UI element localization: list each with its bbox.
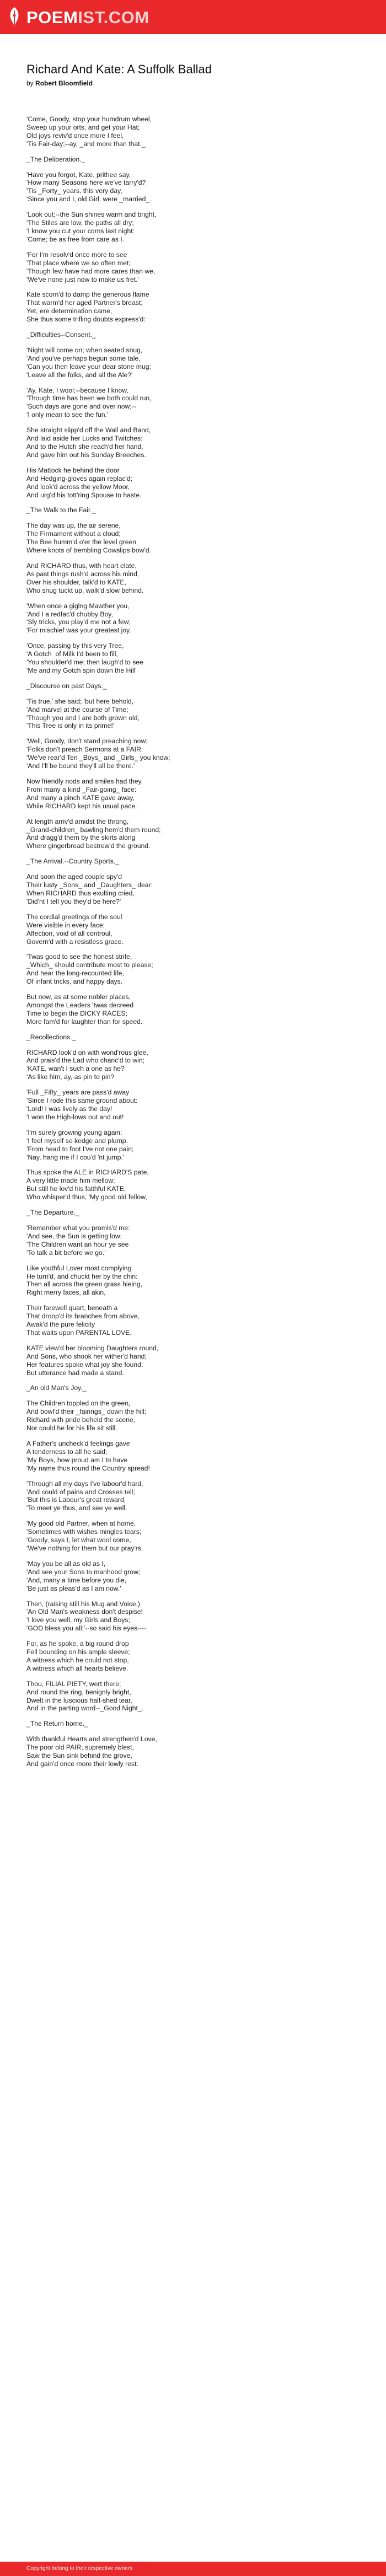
stanza bbox=[26, 1680, 357, 1713]
poem-line: Yet, ere determination came, bbox=[26, 307, 112, 315]
poem-line: 'And see, the Sun is getting low; bbox=[26, 1232, 122, 1240]
poem-line: Affection, void of all controul, bbox=[26, 929, 112, 937]
poem-line: A Father's uncheck'd feelings gave bbox=[26, 1440, 130, 1447]
poem-line: 'Though time has been we both could run, bbox=[26, 394, 152, 402]
poem-line: And gain'd once more their lowly rest. bbox=[26, 1760, 138, 1768]
stanza bbox=[26, 251, 357, 284]
poem-line: Amongst the Leaders 'twas decreed bbox=[26, 1001, 134, 1009]
poem-line: And round the ring, benignly bright, bbox=[26, 1688, 131, 1696]
stanza bbox=[26, 1384, 357, 1392]
poem-line: 'KATE, wan't I such a one as he? bbox=[26, 1065, 125, 1073]
stanza bbox=[26, 1720, 357, 1728]
stanza bbox=[26, 737, 357, 770]
poem-line: The poor old PAIR, supremely blest, bbox=[26, 1743, 134, 1752]
poem-line: 'And could of pains and Crosses tell; bbox=[26, 1488, 135, 1496]
stanza bbox=[26, 953, 357, 986]
stanza bbox=[26, 1264, 357, 1297]
poem-line: Who whisper'd thus, 'My good old fellow, bbox=[26, 1193, 147, 1201]
poem-line: He turn'd, and chuckt her by the chin: bbox=[26, 1272, 138, 1280]
poem-line: _The Deliberation._ bbox=[26, 155, 85, 163]
poem-line: 'When once a giglng Mawther you, bbox=[26, 602, 130, 610]
poem-line: She straight slipp'd off the Wall and Band, bbox=[26, 426, 151, 434]
site-logo[interactable] bbox=[7, 4, 149, 30]
stanza bbox=[26, 1344, 357, 1377]
stanza bbox=[26, 291, 357, 324]
poem-line: 'How many Seasons here we've tarry'd? bbox=[26, 179, 146, 187]
byline bbox=[26, 78, 357, 88]
poem-line: And look'd across the yellow Moor, bbox=[26, 482, 130, 491]
poem-line: For, as he spoke, a big round drop bbox=[26, 1640, 129, 1648]
poem-line: Nor could he for his life sit still. bbox=[26, 1424, 117, 1432]
stanza bbox=[26, 346, 357, 379]
poem-line: 'And I a redfac'd chubby Boy, bbox=[26, 610, 113, 618]
stanza bbox=[26, 562, 357, 595]
stanza bbox=[26, 331, 357, 339]
poem-line: But now, as at some nobler places, bbox=[26, 993, 131, 1001]
poem-line: Where gingerbread bestrew'd the ground. bbox=[26, 842, 151, 850]
author-link[interactable]: Robert Bloomfield bbox=[35, 79, 93, 87]
stanza bbox=[26, 1560, 357, 1593]
stanza bbox=[26, 818, 357, 851]
poem-line: And dragg'd them by the skirts along bbox=[26, 834, 136, 842]
poem-line: The Children toppled on the green, bbox=[26, 1399, 131, 1408]
poem-line: 'Sly tricks, you play'd me not a few; bbox=[26, 618, 131, 626]
logo-suffix: IST.COM bbox=[78, 7, 149, 27]
poem-line: With thankful Hearts and strengthen'd Love, bbox=[26, 1735, 157, 1743]
stanza bbox=[26, 155, 357, 164]
poem-line: Dwelt in the luscious half-shed tear, bbox=[26, 1696, 132, 1704]
poem-line: Thou, FILIAL PIETY, wert there; bbox=[26, 1679, 121, 1688]
poem-line: Sweep up your orts, and get your Hat; bbox=[26, 123, 140, 131]
poem-line: Now friendly nods and smiles had they, bbox=[26, 777, 143, 785]
poem-line: _The Walk to the Fair._ bbox=[26, 506, 96, 514]
poem-line: _The Arrival.--Country Sports._ bbox=[26, 857, 119, 866]
stanza bbox=[26, 387, 357, 420]
poem-line: As past things rush'd across his mind, bbox=[26, 570, 140, 578]
stanza bbox=[26, 426, 357, 459]
poem-line: 'May you be all as old as I, bbox=[26, 1559, 106, 1568]
poem-line: Saw the Sun sink behind the grove, bbox=[26, 1752, 132, 1760]
poem-line: Of infant tricks, and happy days. bbox=[26, 978, 123, 986]
poem-line: 'A Gotch of Milk I'd been to fill, bbox=[26, 650, 118, 658]
poem-line: And hear the long-recounted life, bbox=[26, 969, 124, 978]
stanza bbox=[26, 1049, 357, 1082]
poem-line: 'From head to foot I've not one pain; bbox=[26, 1145, 134, 1153]
poem-line: 'And I'll be bound they'll all be there.' bbox=[26, 762, 135, 770]
poem-content bbox=[26, 62, 357, 1775]
poem-title: Richard And Kate: A Suffolk Ballad bbox=[26, 62, 212, 76]
poem-line: And Hedging-gloves again replac'd; bbox=[26, 474, 133, 482]
poem-line: Govern'd with a resistless grace. bbox=[26, 937, 124, 946]
poem-line: And bowl'd their _fairings_ down the hill; bbox=[26, 1408, 147, 1416]
poem-line: 'Ay, Kate, I wool;--because I know, bbox=[26, 386, 128, 394]
stanza bbox=[26, 1520, 357, 1553]
poem-line: 'And marvel at the course of Time; bbox=[26, 705, 128, 713]
stanza bbox=[26, 506, 357, 514]
poem-line: 'We've rear'd Ten _Boys_ and _Girls_ you know; bbox=[26, 754, 170, 762]
poem-line: More fam'd for laughter than for speed. bbox=[26, 1017, 143, 1026]
poem-line: Where knots of trembling Cowslips bow'd. bbox=[26, 546, 151, 555]
poem-line: Then, (raising still his Mug and Voice,) bbox=[26, 1600, 140, 1608]
poem-line: RICHARD look'd on with wond'rous glee, bbox=[26, 1048, 148, 1056]
poem-line: 'For I'm resolv'd once more to see bbox=[26, 250, 127, 259]
stanza bbox=[26, 211, 357, 244]
poem-line: 'We've nothing for them but our pray'rs. bbox=[26, 1544, 143, 1552]
poem-line: A tenderness to all he said; bbox=[26, 1447, 108, 1456]
poem-line: 'My Boys, how proud am I to have bbox=[26, 1456, 128, 1464]
stanza bbox=[26, 1129, 357, 1162]
poem-line: 'I only mean to see the fun.' bbox=[26, 411, 109, 419]
poem-line: _Discourse on past Days._ bbox=[26, 681, 107, 690]
poem-line: 'Leave all the folks, and all the Ale?' bbox=[26, 371, 133, 379]
poem-line: A very little made him mellow; bbox=[26, 1177, 115, 1185]
poem-line: 'Nay, hang me if I cou'd 'nt jump.' bbox=[26, 1153, 125, 1161]
poem-line: 'I feel myself so kedge and plump. bbox=[26, 1136, 128, 1145]
stanza bbox=[26, 602, 357, 635]
poem-line: 'You shoulder'd me; then laugh'd to see bbox=[26, 658, 143, 667]
poem-line: Their farewell quart, beneath a bbox=[26, 1304, 118, 1312]
poem-line: 'Be just as pleas'd as I am now.' bbox=[26, 1584, 121, 1592]
poem-line: 'Tis true,' she said; 'but here behold, bbox=[26, 697, 134, 705]
stanza bbox=[26, 466, 357, 500]
stanza bbox=[26, 1033, 357, 1042]
poem-line: 'Come; be as free from care as I. bbox=[26, 235, 125, 243]
poem-line: _An old Man's Joy._ bbox=[26, 1384, 87, 1392]
stanza bbox=[26, 1600, 357, 1633]
stanza bbox=[26, 1304, 357, 1337]
stanza bbox=[26, 1168, 357, 1201]
poem-line: And gave him out his Sunday Breeches. bbox=[26, 450, 146, 459]
poem-line: 'Night will come on; when seated snug, bbox=[26, 346, 143, 354]
poem-line: And soon the aged couple spy'd bbox=[26, 873, 122, 881]
poem-line: Old joys reviv'd once more I feel, bbox=[26, 131, 124, 139]
poem-line: That waits upon PARENTAL LOVE. bbox=[26, 1328, 132, 1337]
poem-line: _Difficulties--Consent._ bbox=[26, 331, 96, 339]
stanza bbox=[26, 1440, 357, 1473]
poem-line: His Mattock he behind the door bbox=[26, 466, 120, 474]
poem-line: 'For mischief was your greatest joy. bbox=[26, 626, 131, 635]
poem-line: 'This Tree is only in its prime!' bbox=[26, 722, 115, 730]
stanza bbox=[26, 697, 357, 731]
poem-line: And many a pinch KATE gave away, bbox=[26, 793, 135, 802]
poem-line: _The Return home._ bbox=[26, 1720, 88, 1728]
poem-line: 'I'm surely growing young again: bbox=[26, 1128, 122, 1136]
poem-line: _Grand-children_ bawling hem'd them round; bbox=[26, 825, 161, 834]
stanza bbox=[26, 642, 357, 675]
stanza bbox=[26, 522, 357, 555]
poem-line: At length arriv'd amidst the throng, bbox=[26, 817, 129, 825]
poem-line: 'Once, passing by this very Tree, bbox=[26, 642, 124, 650]
stanza bbox=[26, 1224, 357, 1257]
footer-bar bbox=[0, 2562, 386, 2576]
stanza bbox=[26, 1088, 357, 1121]
poem-line: 'And see your Sons to manhood grow; bbox=[26, 1568, 141, 1576]
poem-line: 'And you've perhaps begun some tale, bbox=[26, 354, 141, 362]
poem-line: _Which_ should contribute most to please; bbox=[26, 961, 153, 969]
poem-line: The day was up, the air serene, bbox=[26, 522, 121, 530]
poem-line: 'That place where we so often met; bbox=[26, 259, 131, 267]
stanza bbox=[26, 1480, 357, 1513]
poem-line: And RICHARD thus, with heart elate, bbox=[26, 561, 137, 570]
poem-line: 'Tis Fair-day;--ay, _and more than that._ bbox=[26, 139, 146, 148]
poem-line: And urg'd his tott'ring Spouse to haste. bbox=[26, 491, 142, 499]
poem-line: 'Look out;--the Sun shines warm and bright, bbox=[26, 211, 157, 219]
stanza bbox=[26, 1209, 357, 1217]
poem-line: From many a kind _Fair-going_ face: bbox=[26, 785, 137, 793]
poem-line: She thus some trifling doubts express'd: bbox=[26, 315, 146, 324]
poem-line: KATE view'd her blooming Daughters round, bbox=[26, 1344, 159, 1352]
poem-line: 'Though few have had more cares than we, bbox=[26, 267, 156, 275]
poem-line: Fell bounding on his ample sleeve; bbox=[26, 1648, 130, 1656]
poem-line: And Sons, who shook her wither'd hand; bbox=[26, 1352, 147, 1360]
poem-line: Over his shoulder, talk'd to KATE, bbox=[26, 578, 126, 586]
poem-line: Like youthful Lover most complying bbox=[26, 1264, 132, 1272]
poem-line: A witness which he could not stop, bbox=[26, 1656, 129, 1664]
poem-line: The Firmament without a cloud; bbox=[26, 530, 121, 538]
poem-line: 'Me and my Gotch spin down the Hill' bbox=[26, 666, 137, 674]
poem-line: Right merry faces, all akin, bbox=[26, 1289, 106, 1297]
poem-line: 'Since I rode this same ground about: bbox=[26, 1097, 138, 1105]
poem-line: 'Sometimes with wishes mingles tears; bbox=[26, 1528, 142, 1536]
stanza bbox=[26, 777, 357, 811]
poem-line: That warm'd her aged Partner's breast; bbox=[26, 299, 143, 307]
poem-line: 'Did'nt I tell you they'd be here?' bbox=[26, 897, 121, 905]
stanza bbox=[26, 993, 357, 1026]
stanza bbox=[26, 857, 357, 866]
stanza bbox=[26, 913, 357, 946]
poem-line: Who snug tuckt up, walk'd slow behind. bbox=[26, 586, 144, 594]
poem-line: 'Though you and I are both grown old, bbox=[26, 713, 140, 722]
poem-line: 'And, many a time before you die, bbox=[26, 1576, 127, 1584]
poem-line: _Recollections._ bbox=[26, 1033, 76, 1041]
poem-line: 'The Stiles are low, the paths all dry; bbox=[26, 219, 134, 227]
poem-line: Their lusty _Sons_ and _Daughters_ dear: bbox=[26, 881, 153, 889]
poem-line: Then all across the green grass hieing, bbox=[26, 1280, 143, 1289]
poem-line: Were visible in every face; bbox=[26, 921, 105, 929]
poem-line: 'Through all my days I've labour'd hard, bbox=[26, 1479, 143, 1488]
poem-line: That droop'd its branches from above, bbox=[26, 1312, 140, 1321]
poem-line: 'Twas good to see the honest strife, bbox=[26, 953, 132, 961]
poem-line: The Bee humm'd o'er the level green bbox=[26, 538, 137, 546]
poem-line: 'I love you well, my Girls and Boys; bbox=[26, 1616, 130, 1624]
poem-line: 'Remember what you promis'd me: bbox=[26, 1223, 130, 1232]
poem-line: 'I won the High-lows out and out! bbox=[26, 1113, 124, 1121]
poem-line: And prais'd the Lad who chanc'd to win; bbox=[26, 1056, 145, 1065]
poem-line: Richard with pride beheld the scene, bbox=[26, 1416, 136, 1424]
poem-line: 'Well, Goody, don't stand preaching now; bbox=[26, 737, 148, 745]
poem-line: 'Folks don't preach Sermons at a FAIR: bbox=[26, 745, 143, 754]
poem-line: The cordial greetings of the soul bbox=[26, 913, 122, 921]
poem-line: 'Since you and I, old Girl, were _married_. bbox=[26, 195, 152, 203]
poem-line: 'An Old Man's weakness don't despise! bbox=[26, 1608, 143, 1616]
byline-prefix: by bbox=[26, 79, 34, 87]
poem-body bbox=[26, 115, 357, 1768]
poem-line: A witness which all hearts believe. bbox=[26, 1664, 128, 1672]
poem-line: Thus spoke the ALE in RICHARD'S pate, bbox=[26, 1168, 149, 1177]
stanza bbox=[26, 1735, 357, 1768]
stanza bbox=[26, 115, 357, 148]
poem-line: When RICHARD thus exulting cried, bbox=[26, 889, 135, 897]
poem-line: And to the Hutch she reach'd her hand, bbox=[26, 443, 143, 450]
poem-line: But still he lov'd his faithful KATE, bbox=[26, 1185, 126, 1193]
poem-line: 'I know you cut your corns last night: bbox=[26, 227, 135, 235]
poem-line: 'Come, Goody, stop your humdrum wheel, bbox=[26, 115, 152, 123]
poem-line: 'To talk a bit before we go.' bbox=[26, 1248, 106, 1257]
poem-line: _The Departure._ bbox=[26, 1209, 79, 1217]
stanza bbox=[26, 873, 357, 906]
poem-line: 'But this is Labour's great reward, bbox=[26, 1496, 126, 1504]
poem-line: 'As like him, ay, as pin to pin? bbox=[26, 1073, 115, 1081]
poem-line: While RICHARD kept his usual pace. bbox=[26, 802, 137, 810]
poem-line: 'My good old Partner, when at home, bbox=[26, 1520, 136, 1528]
poem-line: But utterance had made a stand. bbox=[26, 1368, 124, 1377]
top-bar bbox=[0, 0, 386, 34]
poem-line: And in the parting word--_Good Night_. bbox=[26, 1704, 144, 1713]
poem-line: 'Full _Fifty_ years are pass'd away bbox=[26, 1088, 130, 1097]
poem-line: Her features spoke what joy she found; bbox=[26, 1360, 143, 1368]
poem-line: 'To meet ye thus, and see ye well. bbox=[26, 1504, 127, 1512]
poem-line: 'Such days are gone and over now;-- bbox=[26, 402, 136, 411]
logo-text bbox=[26, 9, 149, 26]
poem-line: 'Goody, says I, let what wool come, bbox=[26, 1536, 131, 1544]
quill-icon bbox=[7, 6, 22, 28]
poem-line: 'Lord! I was lively as the day! bbox=[26, 1105, 112, 1113]
poem-line: 'Tis _Forty_ years, this very day, bbox=[26, 187, 122, 195]
poem-line: 'GOD bless you all;'--so said his eyes---- bbox=[26, 1624, 147, 1633]
poem-line: Kate scorn'd to damp the generous flame bbox=[26, 291, 149, 299]
poem-line: Time to begin the DICKY RACES; bbox=[26, 1009, 127, 1017]
poem-line: 'We've none just now to make us fret.' bbox=[26, 275, 139, 283]
poem-line: 'Have you forgot, Kate, prithee say, bbox=[26, 170, 131, 179]
stanza bbox=[26, 1640, 357, 1673]
poem-line: Awak'd the pure felicity bbox=[26, 1321, 95, 1329]
poem-line: 'My name thus round the Country spread! bbox=[26, 1464, 150, 1472]
poem-line: And laid aside her Lucks and Twitches: bbox=[26, 434, 143, 443]
copyright-text: Copyright belong to their respective owners bbox=[26, 2566, 133, 2572]
poem-line: 'Can you then leave your dear stone mug; bbox=[26, 362, 151, 371]
poem-line: 'The Children want an hour ye see bbox=[26, 1240, 129, 1248]
stanza bbox=[26, 1399, 357, 1432]
stanza bbox=[26, 171, 357, 204]
logo-word: POEM bbox=[26, 7, 78, 27]
stanza bbox=[26, 682, 357, 690]
